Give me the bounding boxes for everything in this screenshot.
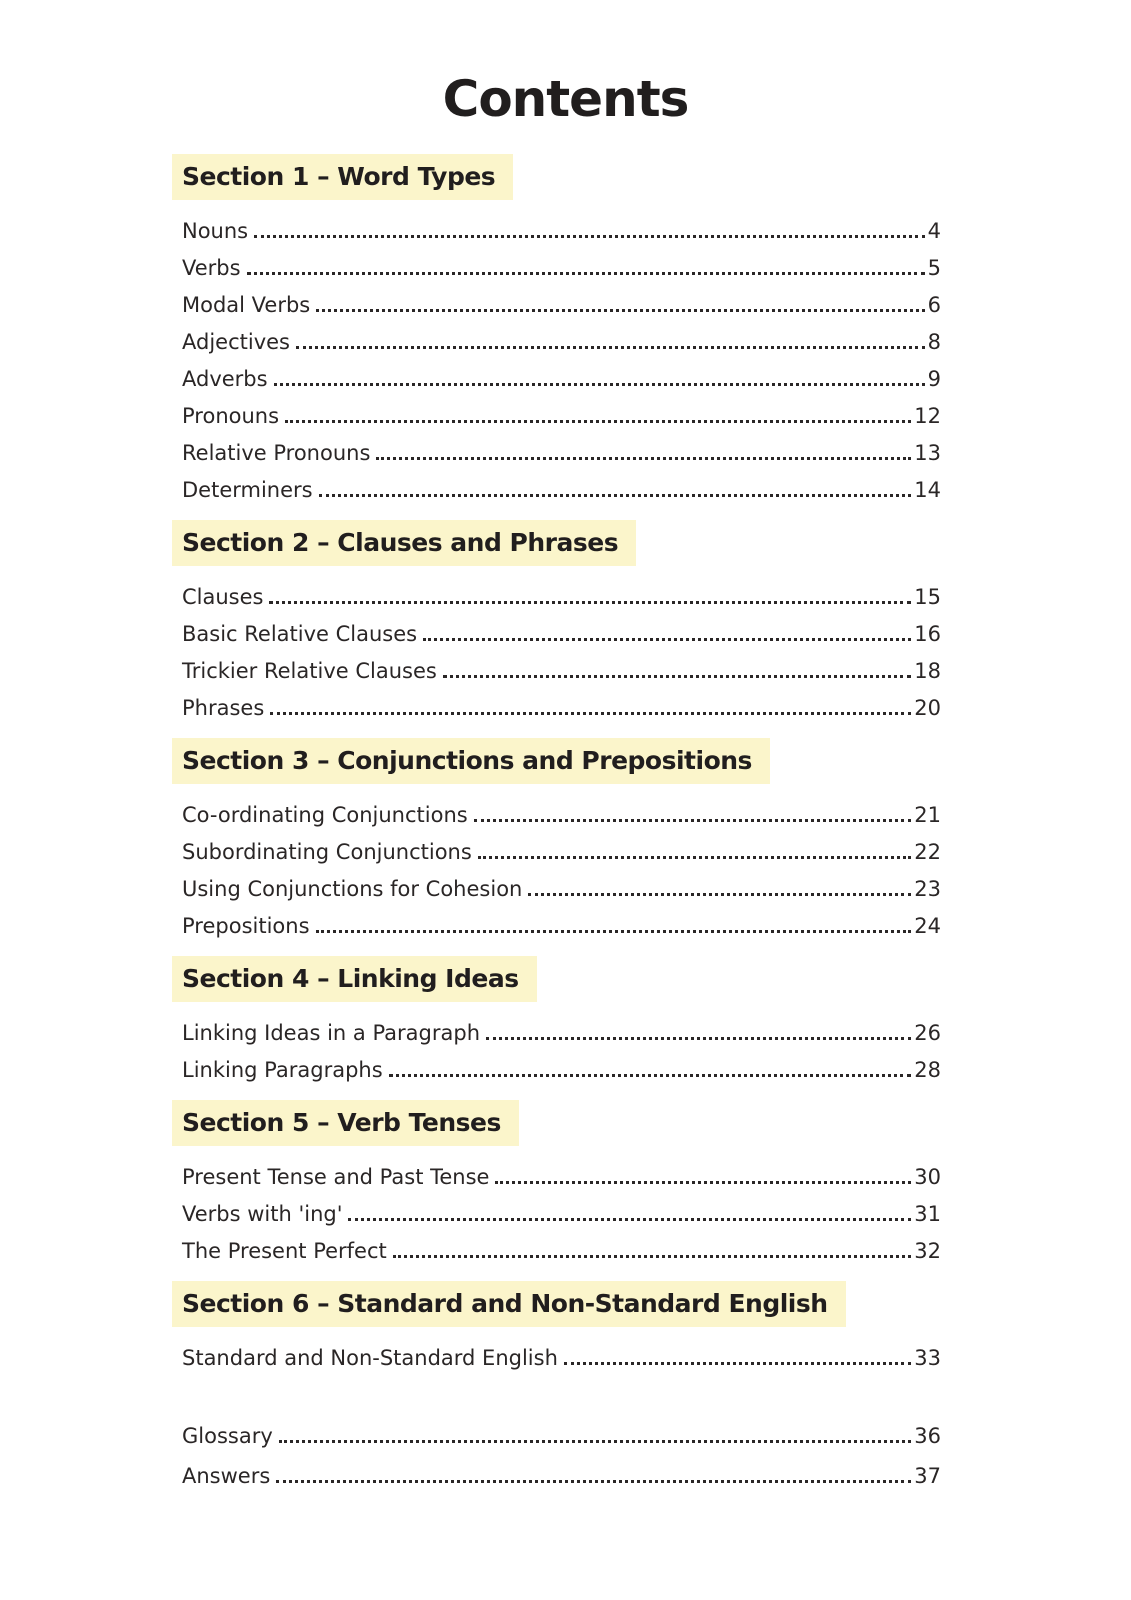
entry-page-number: 30 <box>914 1164 941 1189</box>
dotted-leader <box>276 1480 911 1483</box>
toc-entry <box>182 1152 941 1189</box>
toc-entry <box>182 1008 941 1045</box>
dotted-leader <box>474 819 912 822</box>
dotted-leader <box>316 309 924 312</box>
section-entries <box>172 200 941 504</box>
entry-page-number: 18 <box>914 658 941 683</box>
toc-section <box>172 1084 941 1265</box>
entry-page-number: 20 <box>914 695 941 720</box>
dotted-leader <box>376 457 911 460</box>
entry-page-number: 36 <box>914 1423 941 1448</box>
entry-page-number: 21 <box>914 802 941 827</box>
toc-entry <box>182 243 941 280</box>
toc-entry <box>182 827 941 864</box>
entry-page-number: 14 <box>914 477 941 502</box>
toc-entry <box>182 280 941 317</box>
dotted-leader <box>285 420 911 423</box>
toc-entry <box>182 317 941 354</box>
entry-page-number: 4 <box>927 218 941 243</box>
toc-section <box>172 940 941 1084</box>
toc-section <box>172 1265 941 1372</box>
entry-label: Subordinating Conjunctions <box>182 839 472 864</box>
entry-label: Verbs with 'ing' <box>182 1201 343 1226</box>
entry-label: Linking Ideas in a Paragraph <box>182 1020 481 1045</box>
entry-page-number: 32 <box>914 1238 941 1263</box>
toc-entry <box>182 1333 941 1370</box>
entry-label: Linking Paragraphs <box>182 1057 383 1082</box>
toc-entry <box>182 683 941 720</box>
toc-entry <box>182 465 941 502</box>
section-entries <box>172 1146 941 1265</box>
entry-page-number: 28 <box>914 1057 941 1082</box>
entry-page-number: 12 <box>914 403 941 428</box>
entry-label: Adjectives <box>182 329 290 354</box>
dotted-leader <box>393 1255 912 1258</box>
section-heading: Section 2 – Clauses and Phrases <box>172 520 636 566</box>
entry-label: Modal Verbs <box>182 292 311 317</box>
toc-section <box>172 504 941 722</box>
toc-entry <box>182 609 941 646</box>
toc-entry <box>182 428 941 465</box>
entry-page-number: 22 <box>914 839 941 864</box>
dotted-leader <box>423 638 911 641</box>
dotted-leader <box>279 1440 911 1443</box>
section-entries <box>172 566 941 722</box>
entry-label: Clauses <box>182 584 264 609</box>
toc-entry <box>182 1189 941 1226</box>
dotted-leader <box>274 383 925 386</box>
dotted-leader <box>443 675 911 678</box>
toc-entry <box>182 901 941 938</box>
dotted-leader <box>296 346 925 349</box>
section-heading: Section 5 – Verb Tenses <box>172 1100 519 1146</box>
entry-page-number: 6 <box>927 292 941 317</box>
entry-label: Basic Relative Clauses <box>182 621 418 646</box>
dotted-leader <box>348 1218 911 1221</box>
entry-page-number: 9 <box>927 366 941 391</box>
toc-entry <box>182 572 941 609</box>
section-heading: Section 6 – Standard and Non-Standard English <box>172 1281 846 1327</box>
entry-label: Present Tense and Past Tense <box>182 1164 490 1189</box>
page-title: Contents <box>442 70 689 128</box>
table-of-contents <box>172 148 941 1372</box>
entry-label: Verbs <box>182 255 241 280</box>
entry-page-number: 37 <box>914 1463 941 1488</box>
section-entries <box>172 1002 941 1084</box>
entry-page-number: 23 <box>914 876 941 901</box>
entry-label: Answers <box>182 1463 271 1488</box>
section-heading: Section 1 – Word Types <box>172 154 513 200</box>
entry-page-number: 24 <box>914 913 941 938</box>
toc-entry <box>182 1226 941 1263</box>
dotted-leader <box>495 1181 911 1184</box>
toc-entry <box>182 206 941 243</box>
toc-entry <box>182 354 941 391</box>
entry-label: Nouns <box>182 218 249 243</box>
toc-entry <box>182 790 941 827</box>
dotted-leader <box>478 856 911 859</box>
toc-entry <box>182 646 941 683</box>
dotted-leader <box>389 1074 912 1077</box>
section-heading: Section 3 – Conjunctions and Prepositions <box>172 738 770 784</box>
section-entries <box>172 1327 941 1372</box>
entry-label: Co-ordinating Conjunctions <box>182 802 468 827</box>
entry-page-number: 33 <box>914 1345 941 1370</box>
entry-label: The Present Perfect <box>182 1238 387 1263</box>
entry-label: Relative Pronouns <box>182 440 371 465</box>
entry-label: Trickier Relative Clauses <box>182 658 437 683</box>
toc-entry <box>182 1408 941 1448</box>
entry-label: Pronouns <box>182 403 280 428</box>
dotted-leader <box>270 712 911 715</box>
entry-label: Prepositions <box>182 913 310 938</box>
entry-page-number: 31 <box>914 1201 941 1226</box>
section-entries <box>172 784 941 940</box>
dotted-leader <box>528 893 911 896</box>
entry-page-number: 5 <box>927 255 941 280</box>
dotted-leader <box>316 930 912 933</box>
dotted-leader <box>319 494 912 497</box>
toc-section <box>172 148 941 504</box>
toc-entry <box>182 1448 941 1488</box>
dotted-leader <box>247 272 925 275</box>
dotted-leader <box>564 1362 911 1365</box>
entry-label: Glossary <box>182 1423 273 1448</box>
back-matter-list <box>182 1408 941 1488</box>
toc-entry <box>182 391 941 428</box>
dotted-leader <box>254 235 925 238</box>
entry-page-number: 13 <box>914 440 941 465</box>
entry-page-number: 16 <box>914 621 941 646</box>
dotted-leader <box>269 601 911 604</box>
section-heading: Section 4 – Linking Ideas <box>172 956 537 1002</box>
entry-label: Standard and Non-Standard English <box>182 1345 558 1370</box>
entry-label: Determiners <box>182 477 313 502</box>
entry-label: Adverbs <box>182 366 268 391</box>
entry-page-number: 8 <box>927 329 941 354</box>
toc-section <box>172 722 941 940</box>
entry-label: Phrases <box>182 695 265 720</box>
entry-page-number: 26 <box>914 1020 941 1045</box>
entry-label: Using Conjunctions for Cohesion <box>182 876 523 901</box>
toc-entry <box>182 1045 941 1082</box>
toc-entry <box>182 864 941 901</box>
dotted-leader <box>486 1037 911 1040</box>
entry-page-number: 15 <box>914 584 941 609</box>
